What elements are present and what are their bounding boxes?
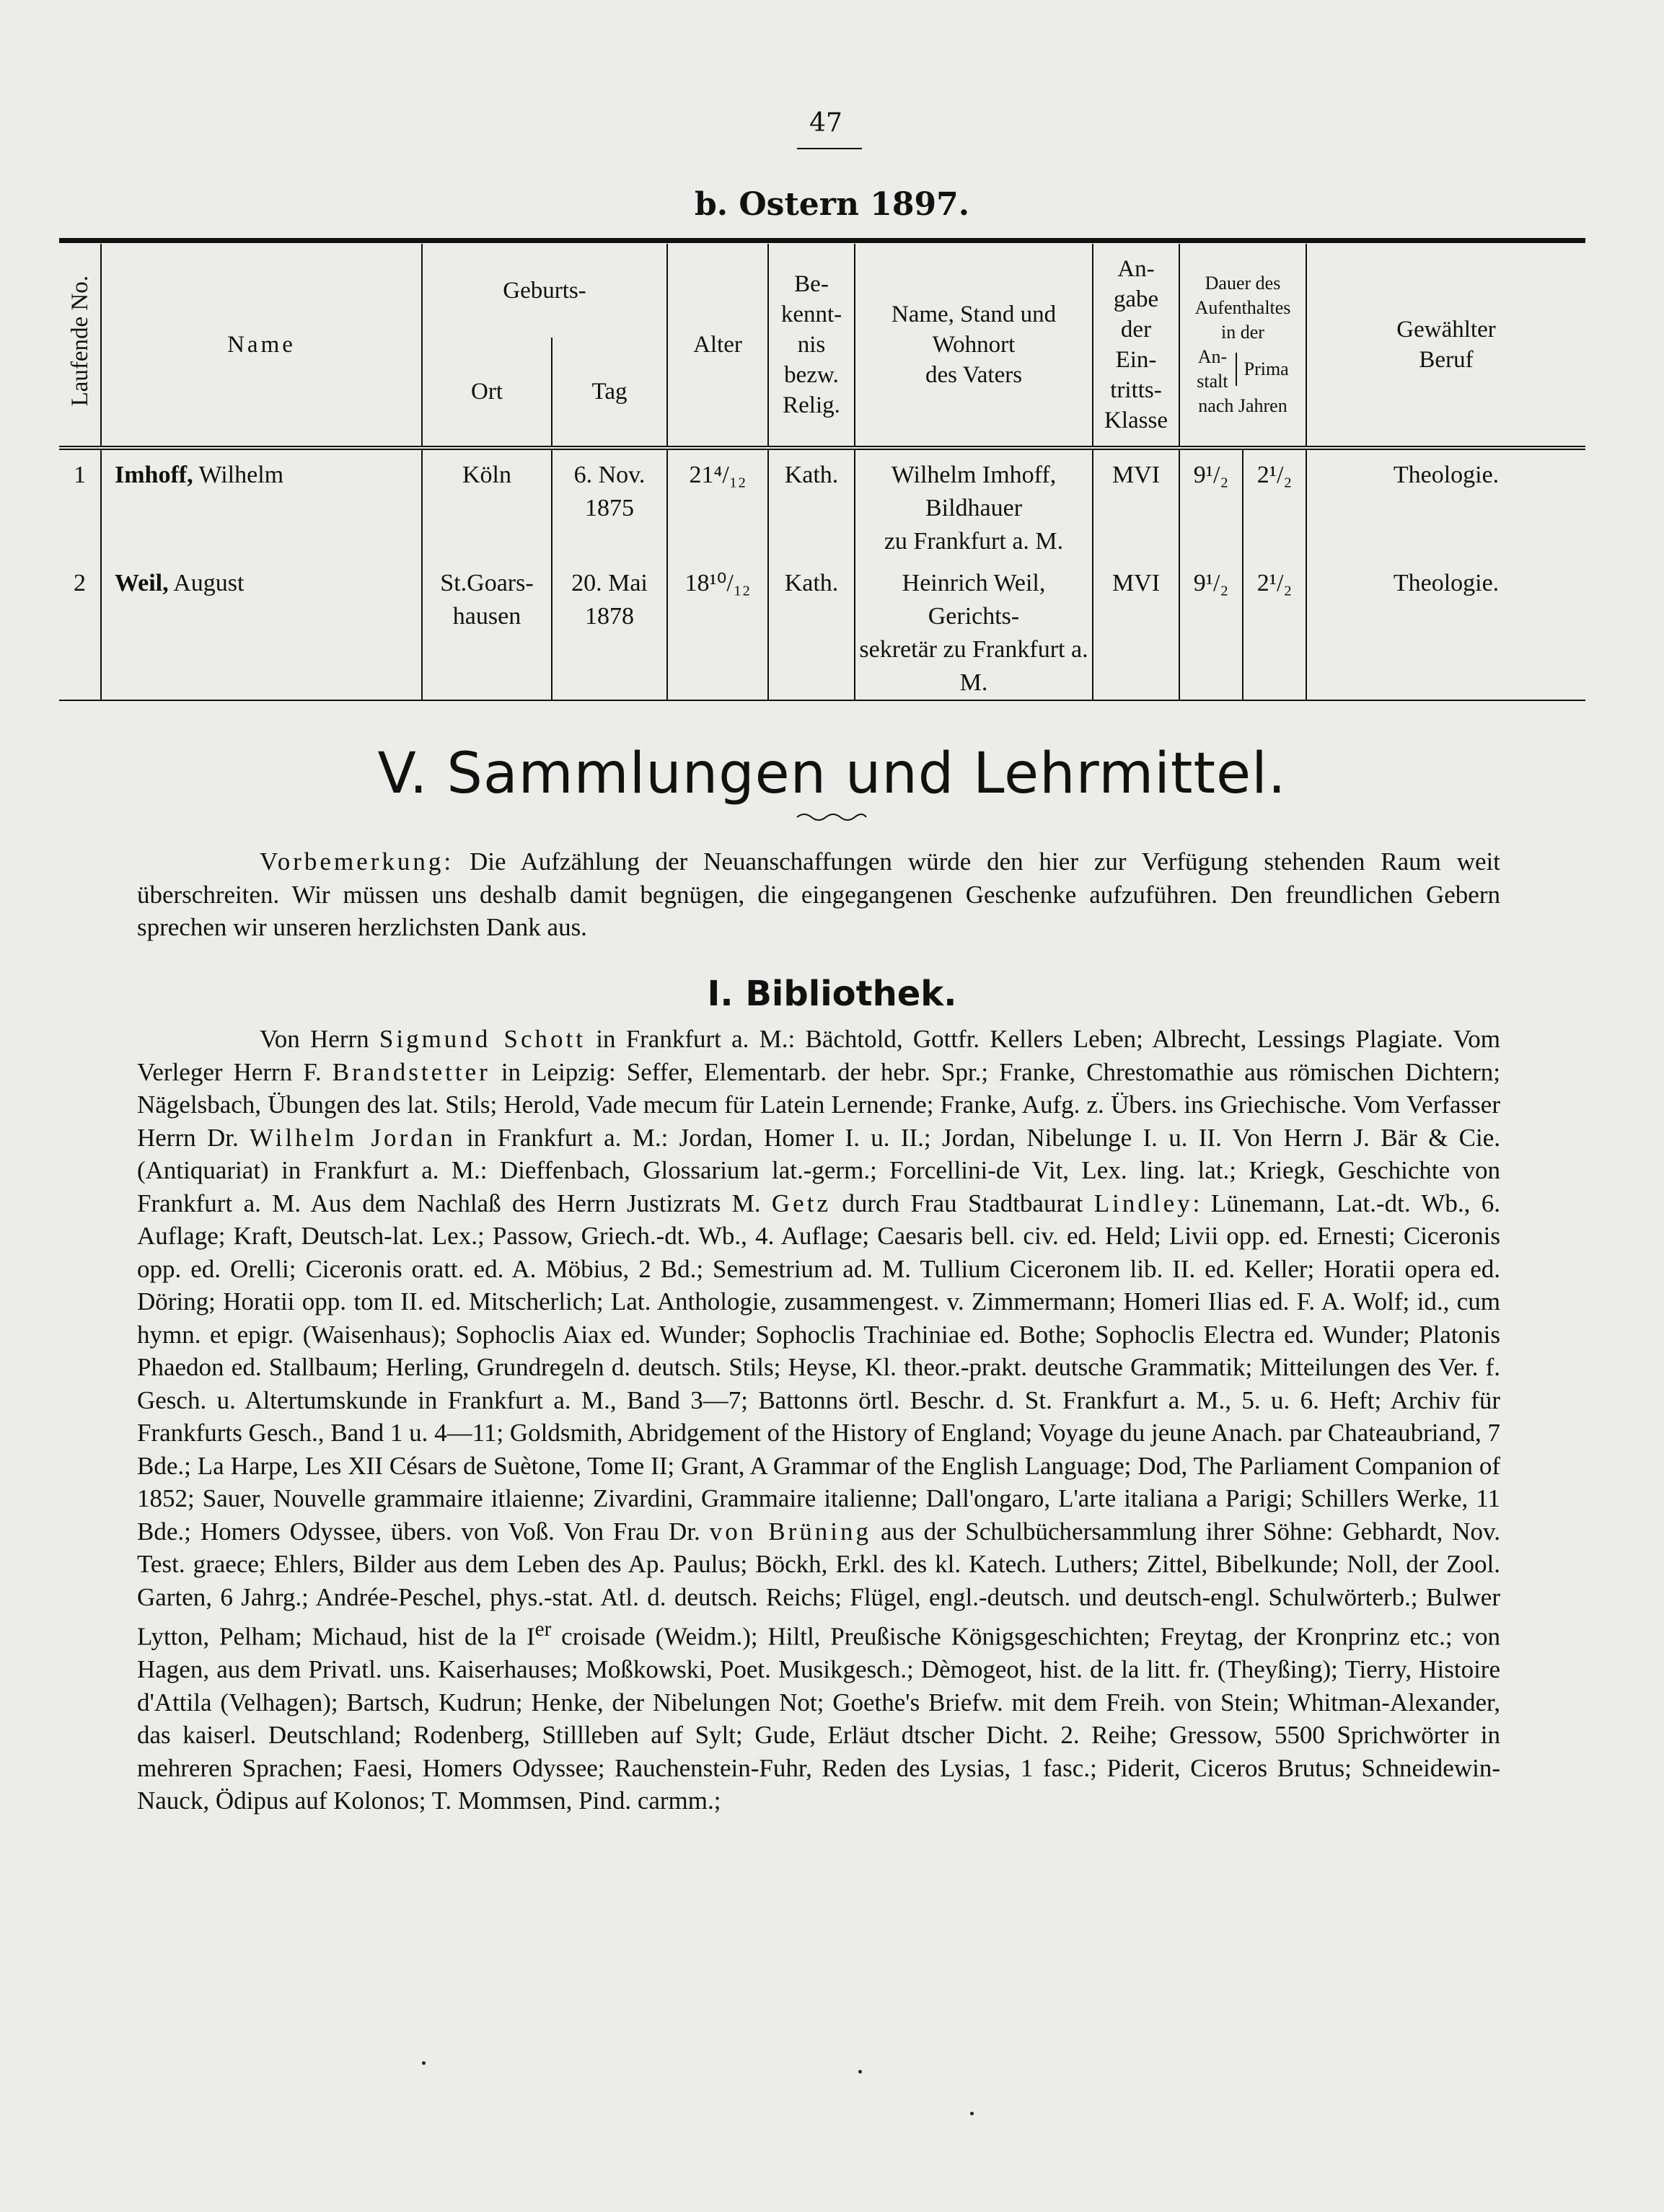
profession: Theologie.	[1306, 448, 1585, 558]
header-laufende-no: Laufende No.	[59, 244, 101, 448]
header-bekenntnis: Be- kennt- nis bezw. Relig.	[768, 244, 855, 448]
section-heading: V. Sammlungen und Lehrmittel.	[377, 741, 1287, 806]
print-speck	[858, 2070, 862, 2074]
bibliothek-heading: I. Bibliothek.	[707, 974, 957, 1014]
table-row	[59, 448, 1585, 558]
page-number: 47	[809, 108, 842, 138]
father: Wilhelm Imhoff, Bildhauer zu Frankfurt a. M.	[855, 448, 1093, 558]
years-anstalt: 9¹/₂	[1179, 558, 1243, 700]
header-dauer: Dauer des Aufenthaltes in der An- stalt Prima nach Jahren	[1179, 244, 1306, 448]
birth-place: Köln	[422, 448, 552, 558]
header-vater: Name, Stand und Wohnort des Vaters	[855, 244, 1093, 448]
birth-date: 20. Mai 1878	[552, 558, 667, 700]
entry-class: MVI	[1093, 448, 1179, 558]
birth-place: St.Goars- hausen	[422, 558, 552, 700]
birth-date: 6. Nov. 1875	[552, 448, 667, 558]
header-ort: Ort	[422, 338, 552, 448]
print-speck	[422, 2061, 426, 2065]
years-anstalt: 9¹/₂	[1179, 448, 1243, 558]
ornament-squiggle	[796, 811, 868, 823]
bibliothek-text: Von Herrn Sigmund Schott in Frankfurt a. M.: Bächtold, Gottfr. Kellers Leben; Albrecht, Lessings Plagiate. Vom Verleger Herrn F. Brandstetter in Leipzig: Seffer, Elementarb. der hebr. Spr.; Franke, Chrestomathie aus römischen Dichtern; Nägelsbach, Übungen des lat. Stils; Herold, Vade mecum für Latein Lernende; Franke, Aufg. z. Übers. ins Griechische. Vom Verfasser Herrn Dr. Wilhelm Jordan in Frankfurt a. M.: Jordan, Homer I. u. II.; Jordan, Nibelunge I. u. II. Von Herrn J. Bär & Cie. (Antiquariat) in Frankfurt a. M.: Dieffenbach, Glossarium lat.-germ.; Forcellini-de Vit, Lex. ling. lat.; Kriegk, Geschichte von Frankfurt a. M. Aus dem Nachlaß des Herrn Justizrats M. Getz durch Frau Stadtbaurat Lindley: Lünemann, Lat.-dt. Wb., 6. Auflage; Kraft, Deutsch-lat. Lex.; Passow, Griech.-dt. Wb., 4. Auflage; Caesaris bell. civ. ed. Held; Livii opp. ed. Ernesti; Ciceronis opp. ed. Orelli; Ciceronis oratt. ed. A. Möbius, 2 Bd.; Semestrium ad. M. Tullium Ciceronem lib. II. ed. Keller; Horatii opera ed. Döring; Horatii opp. tom II. ed. Mitscherlich; Lat. Anthologie, zusammengest. v. Zimmermann; Homeri Ilias ed. F. A. Wolf; id., cum hymn. et epigr. (Waisenhaus); Sophoclis Aiax ed. Wunder; Sophoclis Trachiniae ed. Bothe; Sophoclis Electra ed. Wunder; Platonis Phaedon ed. Stallbaum; Herling, Grundregeln d. deutsch. Stils; Heyse, Kl. theor.-prakt. deutsche Grammatik; Mitteilungen des Ver. f. Gesch. u. Altertumskunde in Frankfurt a. M., Band 3—7; Battonns örtl. Beschr. d. St. Frankfurt a. M., 5. u. 6. Heft; Archiv für Frankfurts Gesch., Band 1 u. 4—11; Goldsmith, Abridgement of the History of England; Voyage du jeune Anach. par Chateaubriand, 7 Bde.; La Harpe, Les XII Césars de Suètone, Tome II; Grant, A Grammar of the English Language; Dod, The Parliament Companion of 1852; Sauer, Nouvelle grammaire itlaienne; Zivardini, Grammaire italienne; Dall'ongaro, L'arte italiana a Parigi; Schillers Werke, 11 Bde.; Homers Odyssee, übers. von Voß. Von Frau Dr. von Brüning aus der Schulbüchersammlung ihrer Söhne: Gebhardt, Nov. Test. graece; Ehlers, Bilder aus dem Leben des Ap. Paulus; Böckh, Erkl. des kl. Katech. Luthers; Zittel, Bibelkunde; Noll, der Zool. Garten, 6 Jahrg.; Andrée-Peschel, phys.-stat. Atl. d. deutsch. Reichs; Flügel, engl.-deutsch. und deutsch-engl. Schulwörterb.; Bulwer Lytton, Pelham; Michaud, hist de la Ier croisade (Weidm.); Hiltl, Preußische Königsgeschichten; Freytag, der Kronprinz etc.; von Hagen, aus dem Privatl. uns. Kaiserhauses; Moßkowski, Poet. Musikgesch.; Dèmogeot, hist. de la litt. fr. (Theyßing); Tierry, Histoire d'Attila (Velhagen); Bartsch, Kudrun; Henke, der Nibelungen Not; Goethe's Briefw. mit dem Freih. von Stein; Whitman-Alexander, das kaiserl. Deutschland; Rodenberg, Stillleben auf Sylt; Gude, Erläut dtscher Dicht. 2. Reihe; Gressow, 5500 Sprichwörter in mehreren Sprachen; Faesi, Homers Odyssee; Rauchenstein-Fuhr, Reden des Lysias, 1 fasc.; Piderit, Ciceros Brutus; Schneidewin-Nauck, Ödipus auf Kolonos; T. Mommsen, Pind. carmm.;	[137, 1025, 1501, 1815]
student-name: Imhoff, Wilhelm	[101, 448, 422, 558]
header-name: Name	[101, 244, 422, 448]
years-prima: 2¹/₂	[1243, 558, 1306, 700]
table-title: b. Ostern 1897.	[694, 186, 970, 223]
row-number: 2	[59, 558, 101, 700]
header-geburts: Geburts-	[422, 244, 667, 338]
confession: Kath.	[768, 448, 855, 558]
father: Heinrich Weil, Gerichts- sekretär zu Frankfurt a. M.	[855, 558, 1093, 700]
header-tag: Tag	[552, 338, 667, 448]
row-number: 1	[59, 448, 101, 558]
table-row	[59, 558, 1585, 700]
table-top-rule	[59, 238, 1585, 243]
entry-class: MVI	[1093, 558, 1179, 700]
header-alter: Alter	[667, 244, 768, 448]
header-eintrittsklasse: An- gabe der Ein- tritts- Klasse	[1093, 244, 1179, 448]
confession: Kath.	[768, 558, 855, 700]
table-bottom-rule	[59, 700, 1585, 701]
print-speck	[970, 2112, 974, 2115]
student-name: Weil, August	[101, 558, 422, 700]
students-table	[59, 244, 1585, 700]
vorbemerkung: Vorbemerkung: Die Aufzählung der Neuanschaffungen würde den hier zur Verfügung stehenden Raum weit überschreiten. Wir müssen uns deshalb damit begnügen, die eingegangenen Geschenke aufzuführen. Den freundlichen Gebern sprechen wir unseren herzlichsten Dank aus.	[137, 847, 1501, 941]
page-number-rule	[797, 148, 862, 149]
profession: Theologie.	[1306, 558, 1585, 700]
age: 18¹⁰/₁₂	[667, 558, 768, 700]
years-prima: 2¹/₂	[1243, 448, 1306, 558]
header-beruf: Gewählter Beruf	[1306, 244, 1585, 448]
age: 21⁴/₁₂	[667, 448, 768, 558]
